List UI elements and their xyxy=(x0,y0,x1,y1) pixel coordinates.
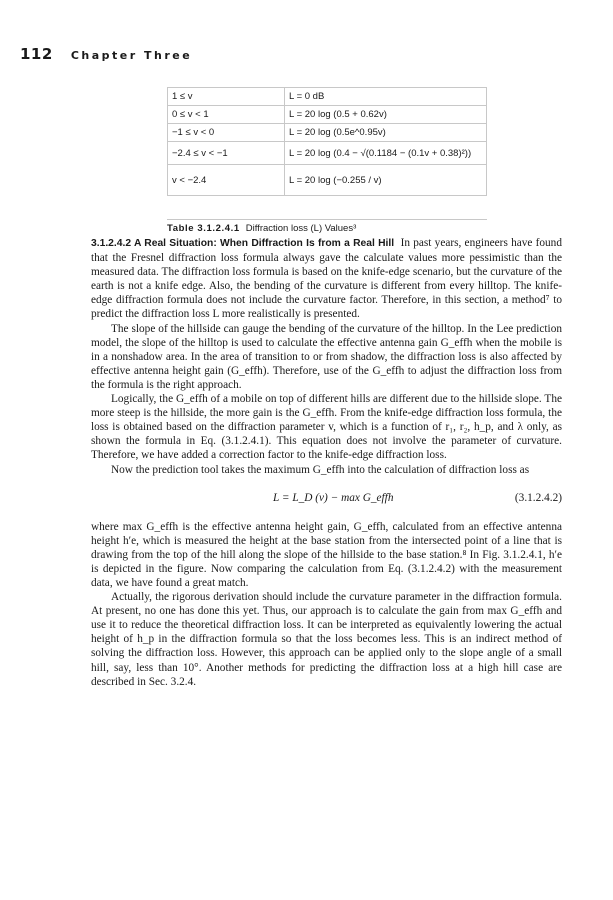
paragraph: where max G_effh is the effective antenna height gain, G_effh, calculated from an effective antenna height h′e, which is measured the height at the base station from the intersected point of a line that is drawing from the top of the hill along the slope of the hillside to the base station.⁸ In Fig. 3.1.2.4.1, h′e is depicted in the figure. Now comparing the calculation from Eq. (3.1.2.4.2) with the measurement data, we have found a great match. xyxy=(91,520,562,589)
chapter-title: Chapter Three xyxy=(70,49,193,62)
body-text xyxy=(91,236,562,689)
diffraction-loss-table xyxy=(167,87,487,196)
table-cell-range: 1 ≤ v xyxy=(168,88,285,106)
paragraph-text: In past years, engineers have found that the Fresnel diffraction loss formula always gave the calculate values more pessimistic than the measured data. The diffraction loss formula is based on the knife-edge scenario, but the curvature of the earth is not a knife edge. Also, the bending of the curvature is different from every hilltop. The knife-edge diffraction formula does not include the curvature factor. Therefore, in this section, a method⁷ to predict the diffraction loss L more realistically is presented. xyxy=(91,237,562,321)
table-caption-text: Diffraction loss (L) Values³ xyxy=(245,223,357,234)
table-cell-range: v < −2.4 xyxy=(168,165,285,196)
table-cell-formula: L = 20 log (0.5e^0.95v) xyxy=(285,124,487,142)
table-cell-formula: L = 20 log (0.4 − √(0.1184 − (0.1v + 0.38)²)) xyxy=(285,142,487,165)
equation-text: L = L_D (v) − max G_effh xyxy=(273,491,394,504)
table-row xyxy=(168,106,487,124)
page-number: 112 xyxy=(20,45,53,63)
table-row xyxy=(168,88,487,106)
running-header xyxy=(20,44,192,63)
table-row xyxy=(168,142,487,165)
paragraph: Now the prediction tool takes the maximum G_effh into the calculation of diffraction loss as xyxy=(111,463,530,476)
table-caption xyxy=(167,219,487,234)
table-row xyxy=(168,124,487,142)
table-cell-formula: L = 20 log (−0.255 / v) xyxy=(285,165,487,196)
table-cell-range: 0 ≤ v < 1 xyxy=(168,106,285,124)
table-caption-label: Table 3.1.2.4.1 xyxy=(167,223,240,234)
table-row xyxy=(168,165,487,196)
paragraph xyxy=(91,236,562,322)
paragraph: Actually, the rigorous derivation should include the curvature parameter in the diffraction formula. At present, no one has done this yet. Thus, our approach is to calculate the gain from max G_effh and use it to reduce the theoretical diffraction loss. It can be interpreted as equivalently lowering the actual height of h_p in the diffraction formula so that the loss becomes less. This is an indirect method of solving the diffraction loss. However, this approach can be applied only to the slope angle of a small hill, say, less than 10°. Another methods for predicting the diffraction loss at a high hill case are described in Sec. 3.2.4. xyxy=(91,591,562,688)
paragraph: Logically, the G_effh of a mobile on top of different hills are different due to the hillside slope. The more steep is the hillside, the more gain is the G_effh. From the knife-edge diffraction loss formula, the loss is obtained based on the diffraction parameter v, which is a function of r₁, r₂, h_p, and λ only, as shown the formula in Eq. (3.1.2.4.1). This equation does not involve the parameter of curvature. Therefore, we have added a correction factor to the knife-edge diffraction loss. xyxy=(91,393,562,462)
section-heading: 3.1.2.4.2 A Real Situation: When Diffraction Is from a Real Hill xyxy=(91,238,395,249)
table-cell-range: −2.4 ≤ v < −1 xyxy=(168,142,285,165)
table-cell-range: −1 ≤ v < 0 xyxy=(168,124,285,142)
table-cell-formula: L = 0 dB xyxy=(285,88,487,106)
paragraph: The slope of the hillside can gauge the bending of the curvature of the hilltop. In the Lee prediction model, the slope of the hilltop is used to calculate the effective antenna gain G_effh when the mobile is in a nonshadow area. In the area of transition to or from shadow, the diffraction loss is also affected by effective antenna height gain (G_effh). Therefore, use of the G_effh to adjust the diffraction loss from the formula is the right approach. xyxy=(91,322,562,391)
table-cell-formula: L = 20 log (0.5 + 0.62v) xyxy=(285,106,487,124)
equation-number: (3.1.2.4.2) xyxy=(514,491,562,504)
equation xyxy=(91,491,562,505)
